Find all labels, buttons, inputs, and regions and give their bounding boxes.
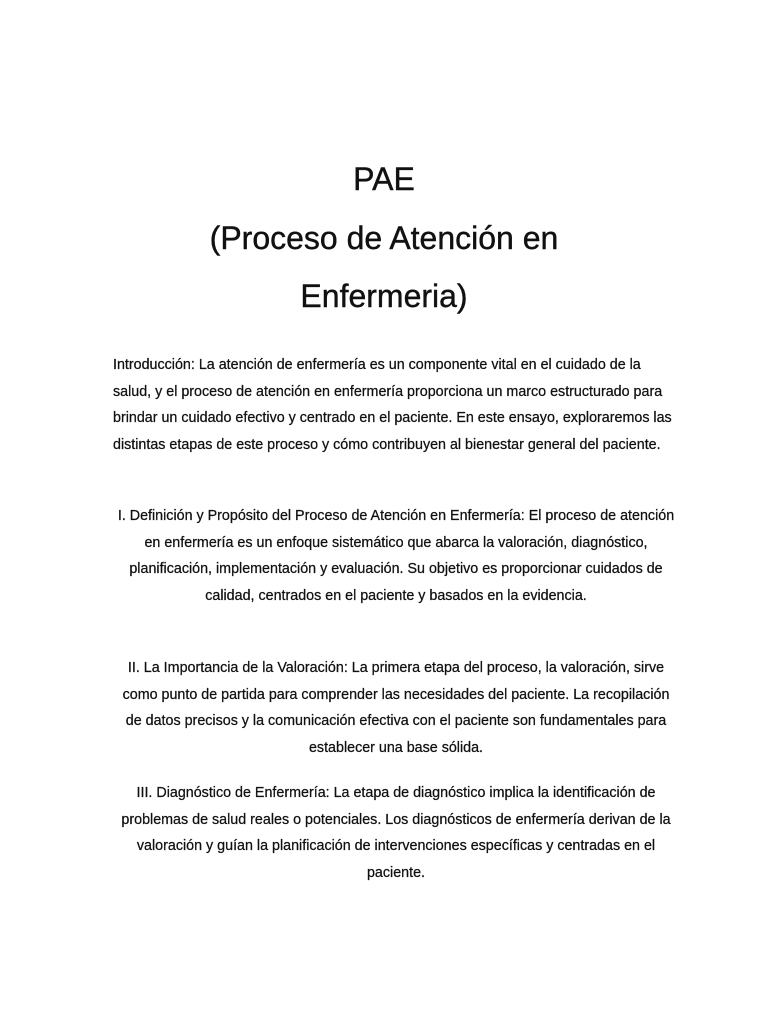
document-title: [0, 150, 768, 326]
title-line-full-name-2: Enfermeria): [300, 278, 468, 314]
paragraph-section-2-block: [113, 655, 679, 761]
title-line-acronym: PAE: [353, 161, 415, 197]
title-line-full-name-1: (Proceso de Atención en: [209, 219, 559, 256]
paragraph-introduction: Introducción: La atención de enfermería es un componente vital en el cuidado de la salud, y el proceso de atención en enfermería proporciona un marco estructurado para brindar un cuidado efectivo y centrado en el paciente. En este ensayo, exploraremos las distintas etapas de este proceso y cómo contribuyen al bienestar general del paciente.: [113, 357, 672, 453]
paragraph-introduction-block: [113, 352, 679, 458]
paragraph-section-1: I. Definición y Propósito del Proceso de Atención en Enfermería: El proceso de atención en enfermería es un enfoque sistemático que abarca la valoración, diagnóstico, planificación, implementación y evaluación. Su objetivo es proporcionar cuidados de calidad, centrados en el paciente y basados en la evidencia.: [117, 508, 675, 604]
paragraph-section-3: III. Diagnóstico de Enfermería: La etapa de diagnóstico implica la identificación de problemas de salud reales o potenciales. Los diagnósticos de enfermería derivan de la valoración y guían la planificación de intervenciones específicas y centradas en el paciente.: [121, 785, 671, 881]
paragraph-section-1-block: [113, 503, 679, 609]
paragraph-section-2: II. La Importancia de la Valoración: La primera etapa del proceso, la valoración, sirve como punto de partida para comprender las necesidades del paciente. La recopilación de datos precisos y la comunicación efectiva con el paciente son fundamentales para establecer una base sólida.: [122, 660, 670, 756]
paragraph-section-3-block: [113, 780, 679, 886]
